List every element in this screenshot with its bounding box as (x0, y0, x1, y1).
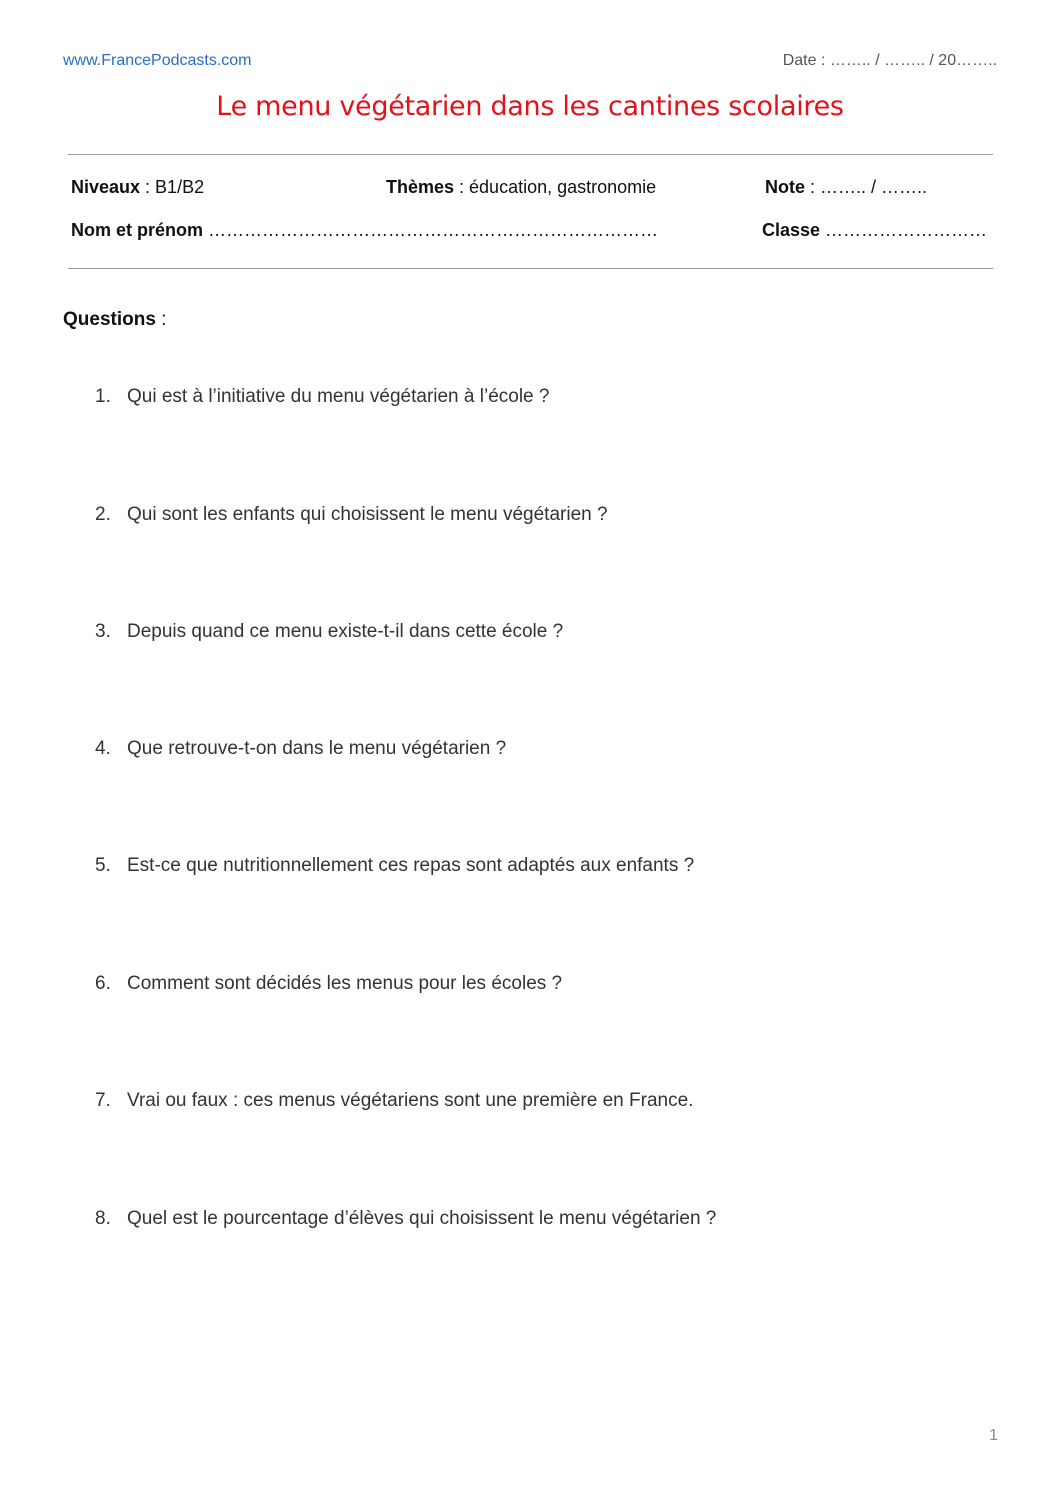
question-item (95, 504, 608, 526)
classe-value: ……………………… (820, 220, 988, 240)
top-divider (68, 154, 993, 155)
nom-value: ………………………………………………………………… (203, 220, 659, 240)
themes-value: : éducation, gastronomie (454, 177, 657, 197)
question-number: 4. (95, 738, 111, 759)
question-number: 3. (95, 621, 111, 642)
note-field (765, 177, 927, 198)
question-number: 8. (95, 1208, 111, 1229)
question-text: Vrai ou faux : ces menus végétariens sont une première en France. (127, 1090, 694, 1111)
question-text: Depuis quand ce menu existe-t-il dans cette école ? (127, 621, 564, 642)
niveaux-field (71, 177, 204, 198)
question-text: Quel est le pourcentage d’élèves qui choisissent le menu végétarien ? (127, 1208, 717, 1229)
question-text: Qui est à l’initiative du menu végétarien à l’école ? (127, 386, 550, 407)
question-text: Comment sont décidés les menus pour les écoles ? (127, 973, 563, 994)
classe-field (762, 220, 987, 241)
bottom-divider (68, 268, 993, 269)
question-text: Que retrouve-t-on dans le menu végétarien ? (127, 738, 507, 759)
question-text: Est-ce que nutritionnellement ces repas sont adaptés aux enfants ? (127, 855, 695, 876)
question-item (95, 1090, 693, 1112)
themes-field (386, 177, 656, 198)
questions-heading-label: Questions (63, 309, 156, 330)
question-number: 6. (95, 973, 111, 994)
question-item (95, 738, 506, 760)
questions-heading (63, 309, 166, 331)
question-item (95, 855, 694, 877)
themes-label: Thèmes (386, 177, 455, 197)
question-text: Qui sont les enfants qui choisissent le menu végétarien ? (127, 504, 608, 525)
nom-field (71, 220, 658, 241)
question-item (95, 621, 563, 643)
note-label: Note (765, 177, 805, 197)
question-item (95, 1208, 716, 1230)
question-number: 2. (95, 504, 111, 525)
note-value: : …….. / …….. (805, 177, 928, 197)
question-number: 5. (95, 855, 111, 876)
nom-label: Nom et prénom (71, 220, 204, 240)
page-title: Le menu végétarien dans les cantines scolaires (216, 91, 844, 122)
site-link[interactable]: www.FrancePodcasts.com (63, 52, 252, 69)
page-number: 1 (989, 1427, 998, 1444)
question-item (95, 386, 549, 408)
classe-label: Classe (762, 220, 821, 240)
niveaux-label: Niveaux (71, 177, 141, 197)
question-item (95, 973, 562, 995)
niveaux-value: : B1/B2 (140, 177, 205, 197)
date-field: Date : …….. / …….. / 20…….. (782, 52, 997, 69)
questions-heading-suffix: : (155, 309, 167, 330)
question-number: 7. (95, 1090, 111, 1111)
question-number: 1. (95, 386, 111, 407)
